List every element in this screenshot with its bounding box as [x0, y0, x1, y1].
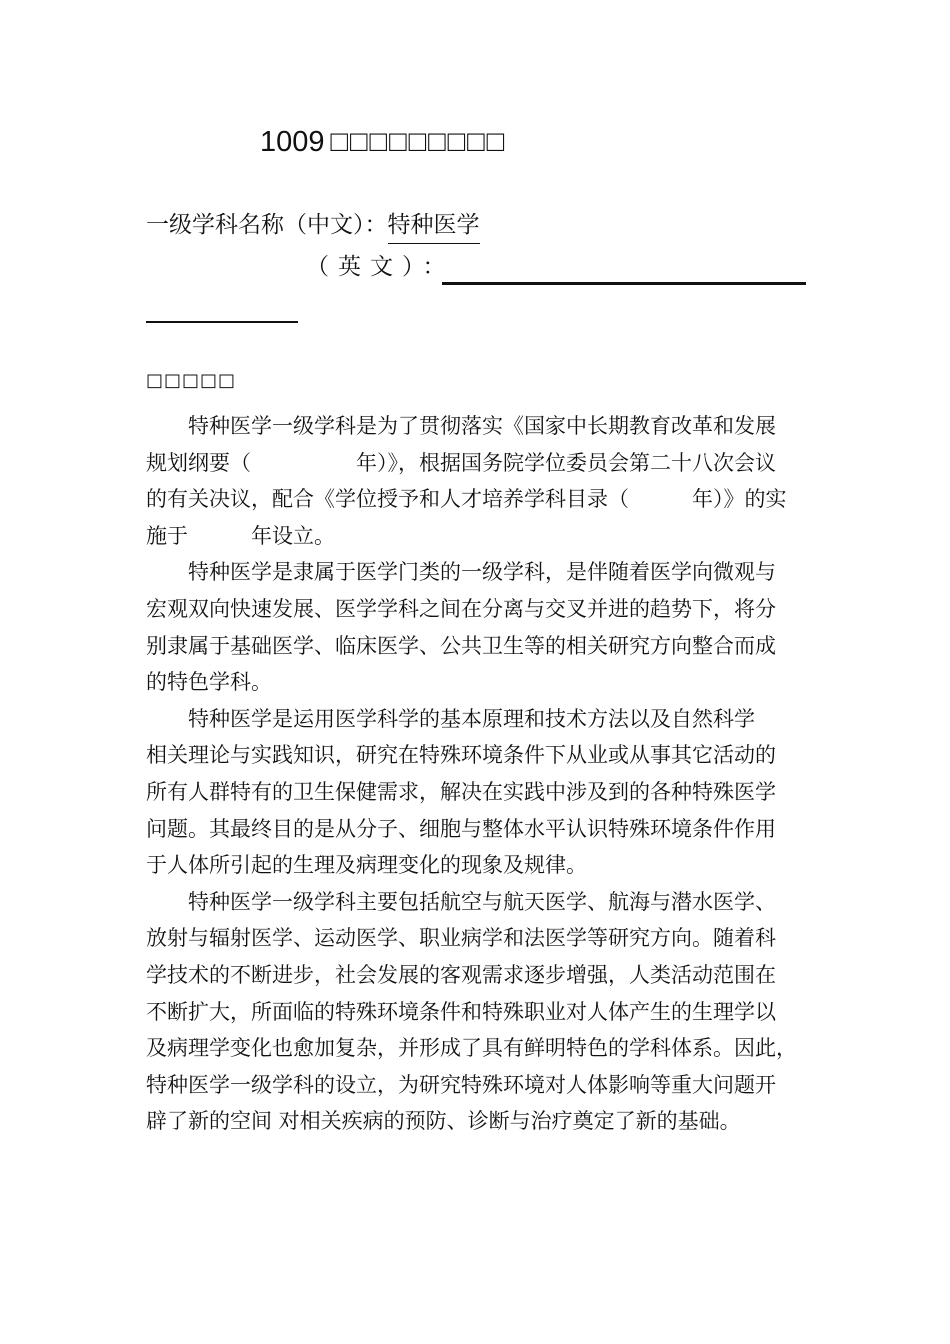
chinese-name-label: 一级学科名称（中文）：: [146, 212, 388, 238]
chinese-name-row: [146, 206, 480, 244]
text-line: 的特色学科。: [146, 670, 272, 695]
text-line: 特种医学是隶属于医学门类的一级学科，是伴随着医学向微观与: [188, 560, 776, 585]
text-line: 于人体所引起的生理及病理变化的现象及规律。: [146, 853, 587, 878]
text-line: 特种医学一级学科的设立，为研究特殊环境对人体影响等重大问题开: [146, 1072, 776, 1097]
chinese-name-value: 特种医学: [388, 206, 480, 244]
body-text: [146, 408, 816, 1140]
text-line: 特种医学一级学科主要包括航空与航天医学、航海与潜水医学、: [188, 889, 776, 914]
text-line: 的有关决议，配合《学位授予和人才培养学科目录（ 年）》的实: [146, 487, 787, 512]
text-line: 不断扩大，所面临的特殊环境条件和特殊职业对人体产生的生理学以: [146, 999, 776, 1024]
text-line: 学技术的不断进步，社会发展的客观需求逐步增强，人类活动范围在: [146, 962, 776, 987]
english-name-label: （英文）：: [306, 254, 455, 280]
text-line: 规划纲要（ 年）》，根据国务院学位委员会第二十八次会议: [146, 450, 776, 475]
text-line: 问题。其最终目的是从分子、细胞与整体水平认识特殊环境条件作用: [146, 816, 776, 841]
text-line: 辟了新的空间 对相关疾病的预防、诊断与治疗奠定了新的基础。: [146, 1109, 741, 1134]
page-title: [260, 126, 506, 159]
title-text: □□□□□□□□□: [330, 126, 507, 158]
text-line: 宏观双向快速发展、医学学科之间在分离与交叉并进的趋势下，将分: [146, 596, 776, 621]
divider-rule: [146, 321, 298, 323]
text-line: 施于 年设立。: [146, 523, 335, 548]
discipline-code: 1009: [260, 126, 325, 158]
text-line: 别隶属于基础医学、临床医学、公共卫生等的相关研究方向整合而成: [146, 633, 776, 658]
text-line: 特种医学一级学科是为了贯彻落实《国家中长期教育改革和发展: [188, 414, 776, 438]
text-line: 所有人群特有的卫生保健需求，解决在实践中涉及到的各种特殊医学: [146, 779, 776, 804]
text-line: 特种医学是运用医学科学的基本原理和技术方法以及自然科学: [188, 706, 755, 731]
text-line: 及病理学变化也愈加复杂，并形成了具有鲜明特色的学科体系。因此，: [146, 1036, 797, 1061]
english-name-blank-line: [442, 282, 806, 285]
section-heading: □□□□□: [146, 370, 237, 391]
text-line: 相关理论与实践知识，研究在特殊环境条件下从业或从事其它活动的: [146, 743, 776, 768]
text-line: 放射与辐射医学、运动医学、职业病学和法医学等研究方向。随着科: [146, 926, 776, 951]
